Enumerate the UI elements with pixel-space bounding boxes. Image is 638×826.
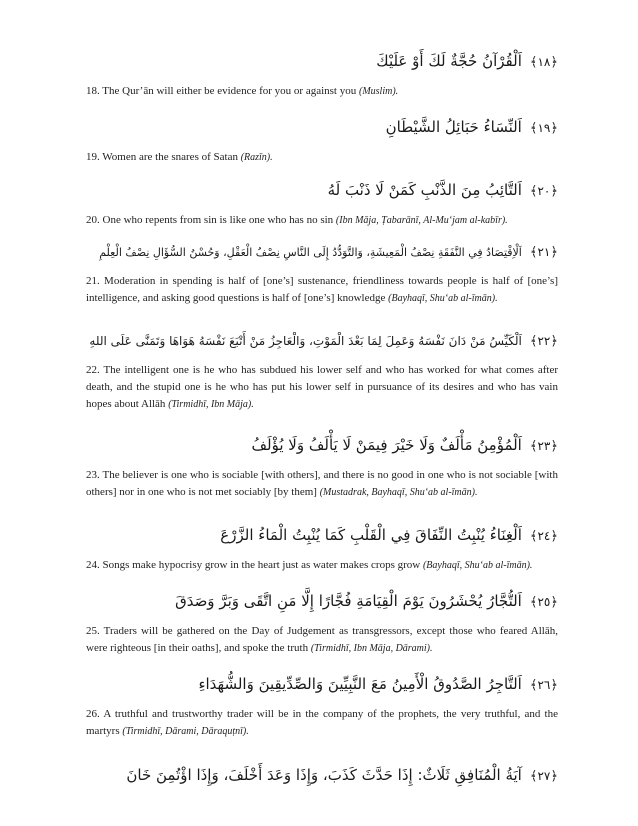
source-citation: (Tirmidhī, Dārami, Dāraquṭnī). [122,726,249,737]
source-citation: (Ibn Māja, Ṭabarānī, Al-Mu‘jam al-kabīr). [335,215,508,226]
english-translation: 26. A truthful and trustworthy trader will be in the company of the prophets, the very truthful, and the martyrs (Tirmidhī, Dārami, Dāraquṭnī). [86,708,558,737]
hadith-number: ﴿٢٢﴾ [529,334,558,349]
hadith-19 [86,116,558,166]
english-translation: 20. One who repents from sin is like one who has no sin (Ibn Māja, Ṭabarānī, Al-Mu‘jam al-kabīr). [86,214,508,226]
source-citation: (Bayhaqī, Shu‘ab al-īmān). [388,293,498,304]
source-citation: (Muslim). [358,86,399,97]
english-translation: 23. The believer is one who is sociable [with others], and there is no good in one who is not sociable [with others] nor in one who is not met sociably [by them] (Mustadrak, Bayhaqī, Shu‘ab al-īmān). [86,469,558,498]
arabic-text [86,241,558,264]
arabic-text [86,764,558,788]
arabic-line: اَلْكَيِّسُ مَنْ دَانَ نَفْسَهُ وَعَمِلَ لِمَا بَعْدَ الْمَوْتِ، وَالْعَاجِزُ مَنْ أَتْبَعَ نَفْسَهُ هَوَاهَا وَتَمَنَّى عَلَى اللهِ [89,334,522,348]
arabic-line: اَلْقُرْآنُ حُجَّةٌ لَكَ أَوْ عَلَيْكَ [376,52,522,70]
arabic-line: اَلْغِنَاءُ يُنْبِتُ النِّفَاقَ فِي الْقَلْبِ كَمَا يُنْبِتُ الْمَاءُ الزَّرْعَ [220,526,522,544]
hadith-26 [86,673,558,740]
hadith-25 [86,590,558,657]
hadith-number: ﴿١٨﴾ [529,55,558,70]
source-citation: (Mustadrak, Bayhaqī, Shu‘ab al-īmān). [319,487,478,498]
arabic-line: اَلتُّجَّارُ يُحْشَرُونَ يَوْمَ الْقِيَامَةِ فُجَّارًا إِلَّا مَنِ اتَّقَى وَبَرَّ وَصَدَقَ [175,592,522,610]
hadith-21 [86,241,558,307]
hadith-number: ﴿٢٤﴾ [529,529,558,544]
arabic-text [86,673,558,697]
source-citation: (Bayhaqī, Shu‘ab al-īmān). [422,560,533,571]
hadith-number: ﴿٢١﴾ [529,245,558,260]
arabic-line: اَلْمُؤْمِنُ مَأْلَفٌ وَلَا خَيْرَ فِيمَنْ لَا يَأْلَفُ وَلَا يُؤْلَفُ [251,436,522,454]
english-translation: 21. Moderation in spending is half of [one’s] sustenance, friendliness towards people is half of [one’s] intelligence, and asking good questions is half of [one’s] knowledge (Bayhaqī, Shu‘ab al-īmān). [86,275,558,304]
arabic-line: اَلتَّاجِرُ الصَّدُوقُ الْأَمِينُ مَعَ النَّبِيِّينَ وَالصِّدِّيقِينَ وَالشُّهَدَاءِ [198,675,522,693]
hadith-number: ﴿٢٣﴾ [529,439,558,454]
arabic-text [86,330,558,353]
english-translation: 22. The intelligent one is he who has subdued his lower self and who has worked for what comes after death, and the stupid one is he who has put his lower self in pursuance of its desires and who has vain hopes about Allāh (Tirmidhī, Ibn Māja). [86,364,558,410]
english-translation: 19. Women are the snares of Satan (Razīn). [86,151,273,163]
hadith-number: ﴿١٩﴾ [529,121,558,136]
hadith-number: ﴿٢٠﴾ [529,184,558,199]
hadith-18 [86,50,558,100]
hadith-24 [86,524,558,574]
arabic-text [86,179,558,203]
arabic-line: آيَةُ الْمُنَافِقِ ثَلَاثٌ: إِذَا حَدَّثَ كَذَبَ، وَإِذَا وَعَدَ أَخْلَفَ، وَإِذَا اؤْتُمِنَ خَانَ [126,766,522,784]
arabic-text [86,590,558,614]
arabic-text [86,116,558,140]
arabic-text [86,434,558,458]
hadith-23 [86,434,558,501]
arabic-text [86,50,558,74]
english-translation: 24. Songs make hypocrisy grow in the heart just as water makes crops grow (Bayhaqī, Shu‘ab al-īmān). [86,559,533,571]
hadith-number: ﴿٢٦﴾ [529,678,558,693]
source-citation: (Tirmidhī, Ibn Māja, Dārami). [310,643,433,654]
english-translation: 18. The Qur’ān will either be evidence for you or against you (Muslim). [86,85,399,97]
hadith-number: ﴿٢٧﴾ [529,769,558,784]
hadith-27 [86,764,558,788]
hadith-number: ﴿٢٥﴾ [529,595,558,610]
hadith-22 [86,330,558,413]
source-citation: (Razīn). [240,152,273,163]
arabic-text [86,524,558,548]
hadith-20 [86,179,558,229]
arabic-line: اَلتَّائِبُ مِنَ الذَّنْبِ كَمَنْ لَا ذَنْبَ لَهُ [327,181,522,199]
arabic-line: اَلْاِقْتِصَادُ فِي النَّفَقَةِ نِصْفُ الْمَعِيشَةِ، وَالتَّوَدُّدُ إِلَى النَّاسِ نِصْفُ الْعَقْلِ، وَحُسْنُ السُّؤَالِ نِصْفُ الْعِلْمِ [99,246,522,259]
arabic-line: اَلنِّسَاءُ حَبَائِلُ الشَّيْطَانِ [385,118,522,136]
english-translation: 25. Traders will be gathered on the Day of Judgement as transgressors, except those who feared Allāh, were righteous [in their oaths], and spoke the truth (Tirmidhī, Ibn Māja, Dārami). [86,625,558,654]
source-citation: (Tirmidhī, Ibn Māja). [168,399,254,410]
